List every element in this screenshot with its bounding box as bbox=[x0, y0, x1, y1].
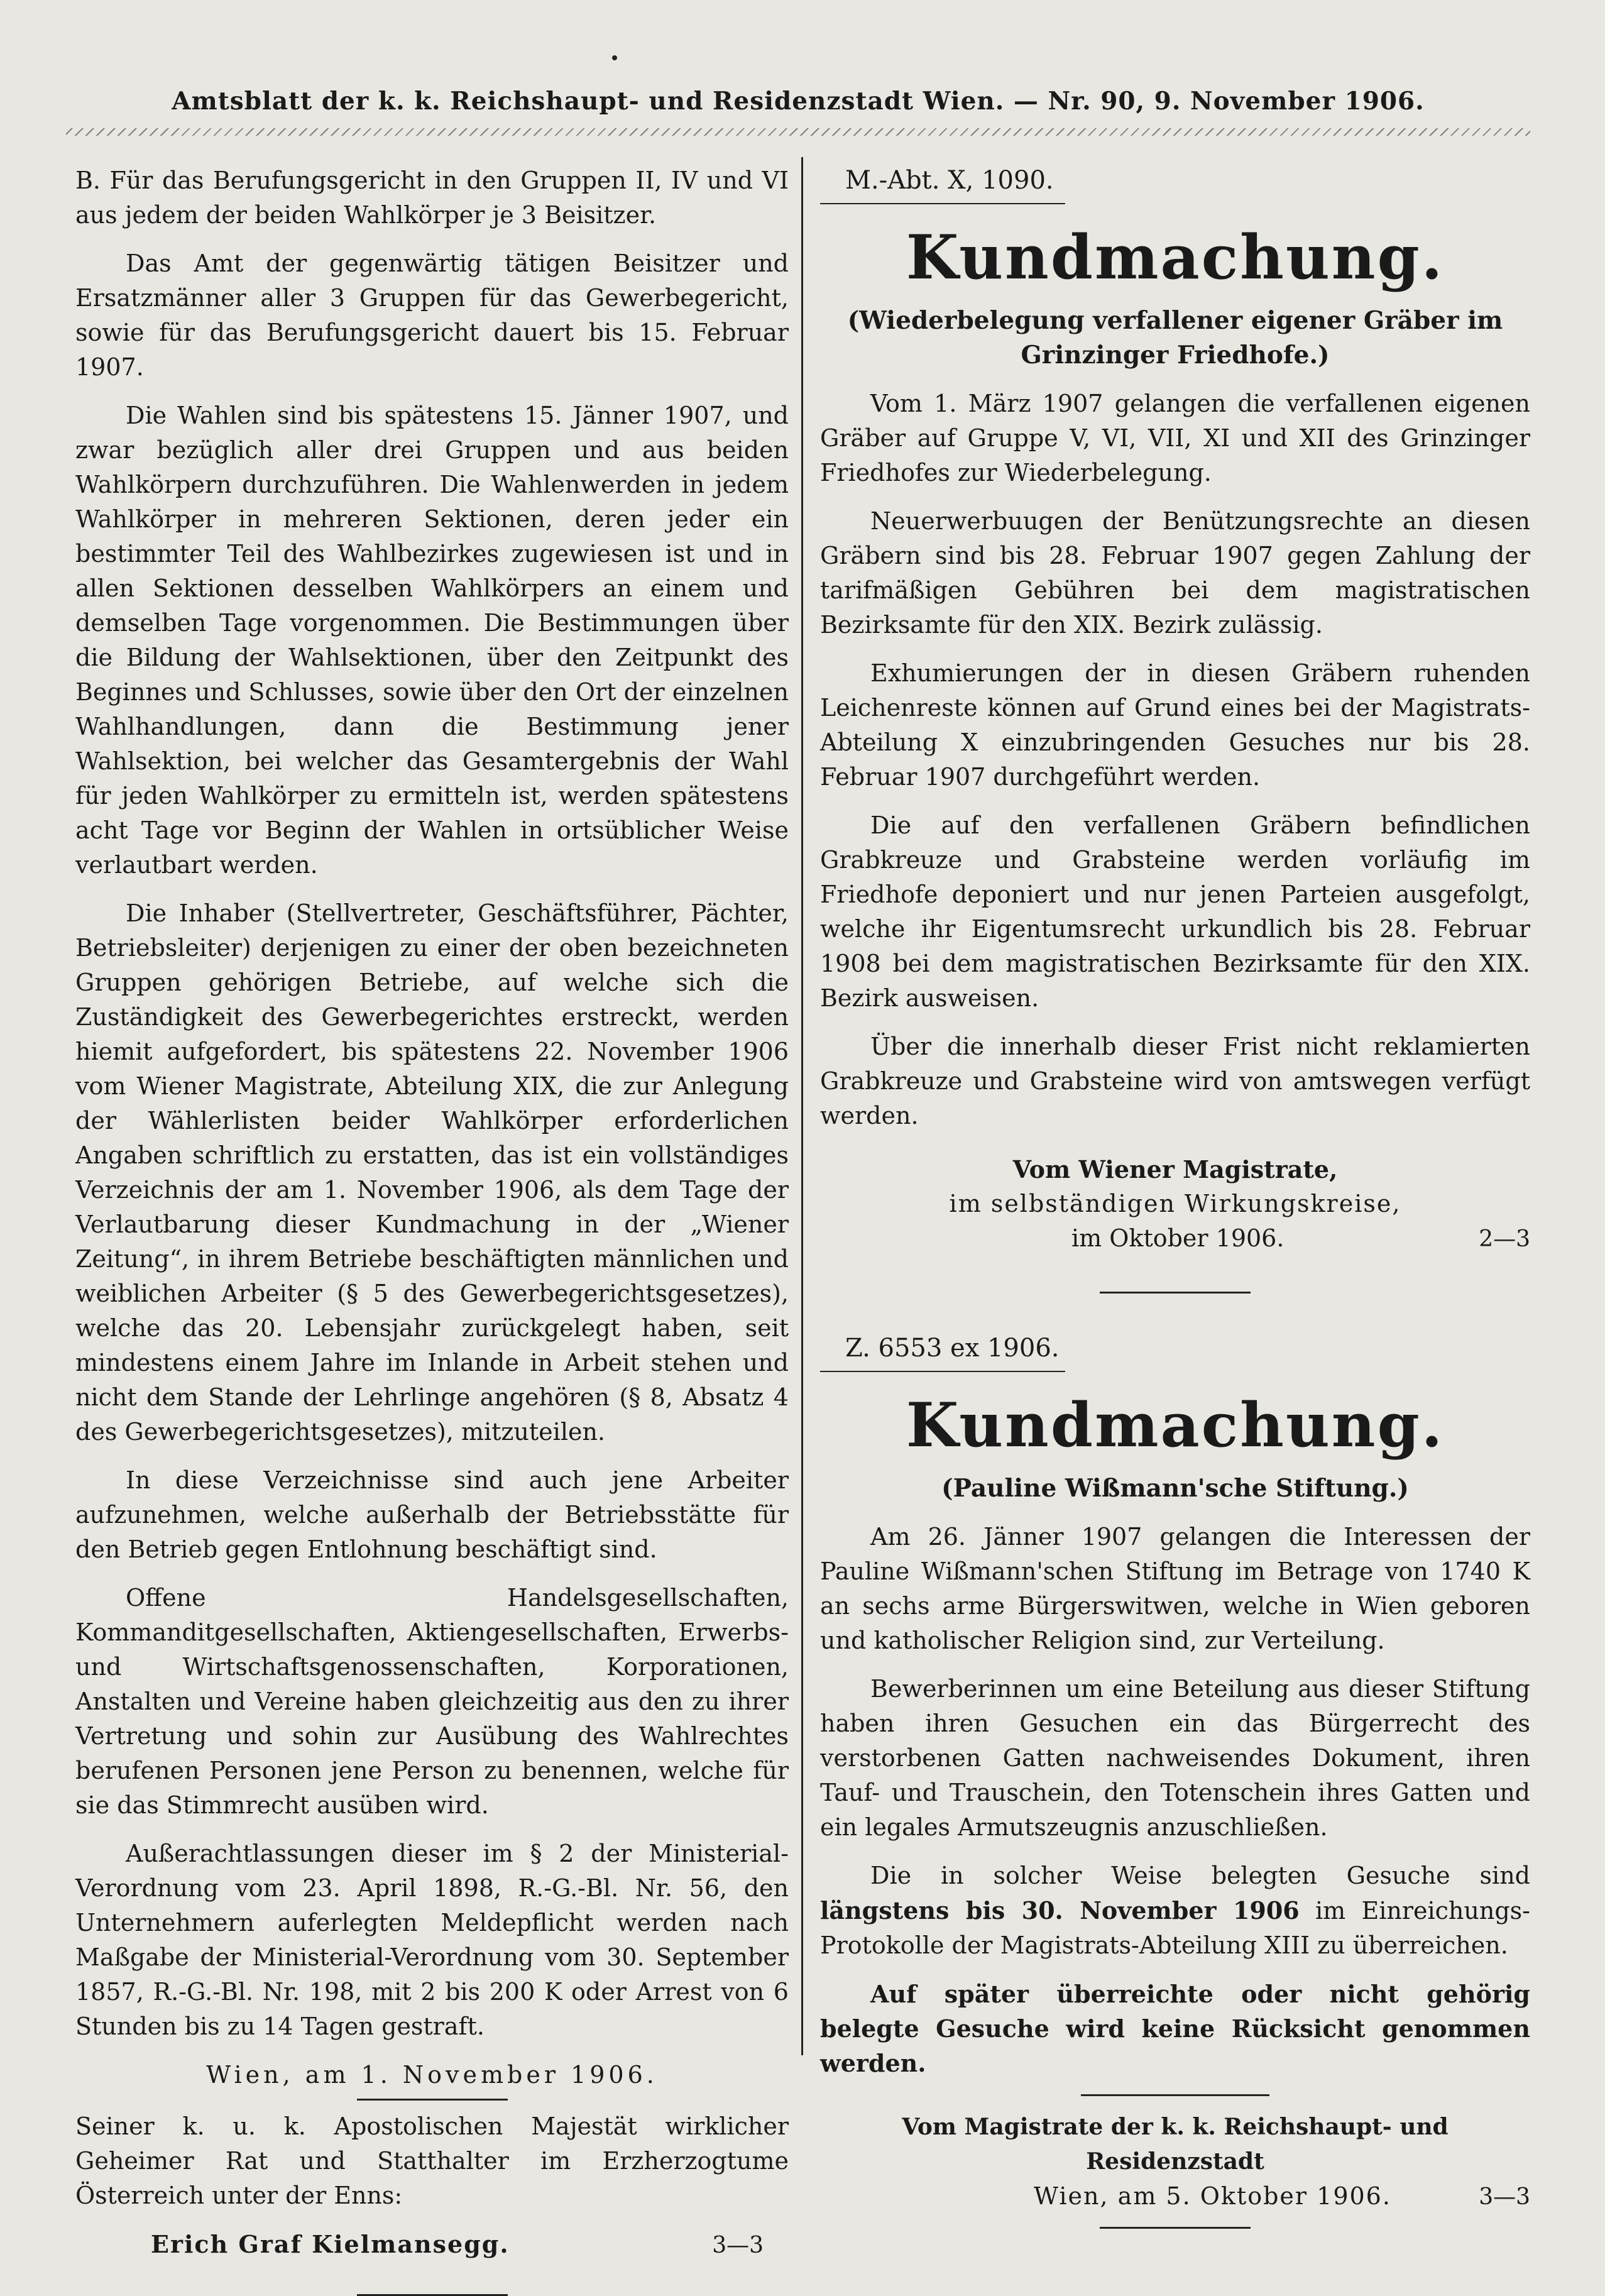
left-column bbox=[75, 163, 789, 2296]
column-divider bbox=[801, 157, 803, 2055]
headline: Kundmachung. bbox=[906, 222, 1445, 293]
notice-number: 3—3 bbox=[1479, 2184, 1530, 2210]
authority-line: im selbständigen Wirkungskreise, bbox=[949, 1190, 1401, 1217]
subtitle: (Pauline Wißmann'sche Stiftung.) bbox=[941, 1474, 1409, 1503]
official-title: Seiner k. u. k. Apostolischen Majestät wirklicher Geheimer Rat und Statthalter im Erzherzogtume Österreich unter der Enns: bbox=[75, 2112, 789, 2209]
reference-rule bbox=[820, 1371, 1065, 1372]
date: im Oktober 1906. bbox=[1071, 1224, 1285, 1252]
paragraph bbox=[820, 1859, 1530, 1963]
date-line bbox=[820, 2179, 1530, 2214]
divider bbox=[357, 2099, 508, 2101]
right-column bbox=[820, 163, 1530, 2229]
print-mark bbox=[612, 55, 617, 60]
subtitle: (Wiederbelegung verfallener eigener Gräber im Grinzinger Friedhofe.) bbox=[847, 306, 1503, 370]
reference-rule bbox=[820, 203, 1065, 204]
reference-number: M.-Abt. X, 1090. bbox=[845, 166, 1054, 195]
signature: Erich Graf Kielmansegg. bbox=[151, 2230, 510, 2258]
notice-number: 2—3 bbox=[1479, 1226, 1530, 1252]
authority: Vom Wiener Magistrate, bbox=[1012, 1155, 1338, 1184]
signature-line bbox=[75, 2227, 789, 2263]
notice-number: 3—3 bbox=[712, 2233, 764, 2258]
date-line bbox=[820, 1221, 1530, 1256]
warning-paragraph: Auf später überreichte oder nicht gehörig belegte Gesuche wird keine Rücksicht genommen werden. bbox=[820, 1980, 1530, 2077]
paragraph: Am 26. Jänner 1907 gelangen die Interessen der Pauline Wißmann'schen Stiftung im Betrage von 1740 K an sechs arme Bürgerswitwen, welche in Wien geboren und katholischer Religion sind, zur Verteilung. bbox=[820, 1523, 1530, 1654]
paragraph-text: Die in solcher Weise belegten Gesuche sind bbox=[870, 1862, 1530, 1889]
paragraph: Neuerwerbuugen der Benützungsrechte an diesen Gräbern sind bis 28. Februar 1907 gegen Zahlung der tarifmäßigen Gebühren bei dem magistratischen Bezirksamte für den XIX. Bezirk zulässig. bbox=[820, 507, 1530, 639]
paragraph: Bewerberinnen um eine Beteilung aus dieser Stiftung haben ihren Gesuchen ein das Bürgerrecht des verstorbenen Gatten nachweisendes Dokument, ihren Tauf- und Trauschein, den Totenschein ihres Gatten und ein legales Armutszeugnis anzuschließen. bbox=[820, 1675, 1530, 1841]
paragraph: Die Inhaber (Stellvertreter, Geschäftsführer, Pächter, Betriebsleiter) derjenigen zu einer der oben bezeichneten Gruppen gehörigen Betriebe, auf welche sich die Zuständigkeit des Gewerbegerichtes erstreckt, werden hiemit aufgefordert, bis spätestens 22. November 1906 vom Wiener Magistrate, Abteilung XIX, die zur Anlegung der Wählerlisten beider Wahlkörper erforderlichen Angaben schriftlich zu erstatten, das ist ein vollständiges Verzeichnis der am 1. November 1906, als dem Tage der Verlautbarung dieser Kundmachung in der „Wiener Zeitung“, in ihrem Betriebe beschäftigten männlichen und weiblichen Arbeiter (§ 5 des Gewerbegerichtsgesetzes), welche das 20. Lebensjahr zurückgelegt haben, seit mindestens einem Jahre im Inlande in Arbeit stehen und nicht dem Stande der Lehrlinge angehören (§ 8, Absatz 4 des Gewerbegerichtsgesetzes), mitzuteilen. bbox=[75, 899, 789, 1446]
authority: Vom Magistrate der k. k. Reichshaupt- und Residenzstadt bbox=[902, 2114, 1449, 2175]
paragraph: Über die innerhalb dieser Frist nicht reklamierten Grabkreuze und Grabsteine wird von amtswegen verfügt werden. bbox=[820, 1033, 1530, 1129]
divider bbox=[1100, 1292, 1251, 1294]
date: Wien, am 5. Oktober 1906. bbox=[1034, 2182, 1391, 2210]
paragraph: Offene Handelsgesellschaften, Kommanditgesellschaften, Aktiengesellschaften, Erwerbs- und Wirtschaftsgenossenschaften, Korporationen, Anstalten und Vereine haben gleichzeitig aus den zu ihrer Vertretung und sohin zur Ausübung des Wahlrechtes berufenen Personen jene Person zu benennen, welche für sie das Stimmrecht ausüben wird. bbox=[75, 1584, 789, 1819]
dateline: Wien, am 1. November 1906. bbox=[206, 2061, 658, 2089]
paragraph: Die auf den verfallenen Gräbern befindlichen Grabkreuze und Grabsteine werden vorläufig im Friedhofe deponiert und nur jenen Parteien ausgefolgt, welche ihr Eigentumsrecht urkundlich bis 28. Februar 1908 bei dem magistratischen Bezirksamte für den XIX. Bezirk ausweisen. bbox=[820, 811, 1530, 1012]
header-rule bbox=[66, 128, 1530, 136]
headline: Kundmachung. bbox=[906, 1390, 1445, 1461]
page-header: Amtsblatt der k. k. Reichshaupt- und Residenzstadt Wien. — Nr. 90, 9. November 1906. bbox=[172, 87, 1425, 116]
reference-number: Z. 6553 ex 1906. bbox=[845, 1334, 1060, 1363]
intro-paragraph: B. Für das Berufungsgericht in den Gruppen II, IV und VI aus jedem der beiden Wahlkörper je 3 Beisitzer. bbox=[75, 167, 789, 229]
paragraph: In diese Verzeichnisse sind auch jene Arbeiter aufzunehmen, welche außerhalb der Betriebsstätte für den Betrieb gegen Entlohnung beschäftigt sind. bbox=[75, 1466, 789, 1563]
paragraph: Vom 1. März 1907 gelangen die verfallenen eigenen Gräber auf Gruppe V, VI, VII, XI und XII des Grinzinger Friedhofes zur Wiederbelegung. bbox=[820, 390, 1530, 486]
paragraph-text: im Einreichungs-Protokolle der Magistrats-Abteilung XIII zu überreichen. bbox=[820, 1897, 1531, 1959]
paragraph: Exhumierungen der in diesen Gräbern ruhenden Leichenreste können auf Grund eines bei der Magistrats-Abteilung X einzubringenden Gesuches nur bis 28. Februar 1907 durchgeführt werden. bbox=[820, 659, 1530, 791]
paragraph: Die Wahlen sind bis spätestens 15. Jänner 1907, und zwar bezüglich aller drei Gruppen und aus beiden Wahlkörpern durchzuführen. Die Wahlenwerden in jedem Wahlkörper in mehreren Sektionen, deren jeder ein bestimmter Teil des Wahlbezirkes zugewiesen ist und in allen Sektionen desselben Wahlkörpers an einem und demselben Tage vorgenommen. Die Bestimmungen über die Bildung der Wahlsektionen, über den Zeitpunkt des Beginnes und Schlusses, sowie über den Ort der einzelnen Wahlhandlungen, dann die Bestimmung jener Wahlsektion, bei welcher das Gesamtergebnis der Wahl für jeden Wahlkörper zu ermitteln ist, werden spätestens acht Tage vor Beginn der Wahlen in ortsüblicher Weise verlautbart werden. bbox=[75, 402, 789, 879]
paragraph: Das Amt der gegenwärtig tätigen Beisitzer und Ersatzmänner aller 3 Gruppen für das Gewerbegericht, sowie für das Berufungsgericht dauert bis 15. Februar 1907. bbox=[75, 250, 789, 381]
divider bbox=[1100, 2227, 1251, 2229]
divider bbox=[1081, 2094, 1269, 2096]
paragraph: Außerachtlassungen dieser im § 2 der Ministerial-Verordnung vom 23. April 1898, R.-G.-Bl. Nr. 56, den Unternehmern auferlegten Meldepflicht werden nach Maßgabe der Ministerial-Verordnung vom 30. September 1857, R.-G.-Bl. Nr. 198, mit 2 bis 200 K oder Arrest von 6 Stunden bis zu 14 Tagen gestraft. bbox=[75, 1840, 789, 2040]
deadline: längstens bis 30. November 1906 bbox=[820, 1896, 1300, 1925]
